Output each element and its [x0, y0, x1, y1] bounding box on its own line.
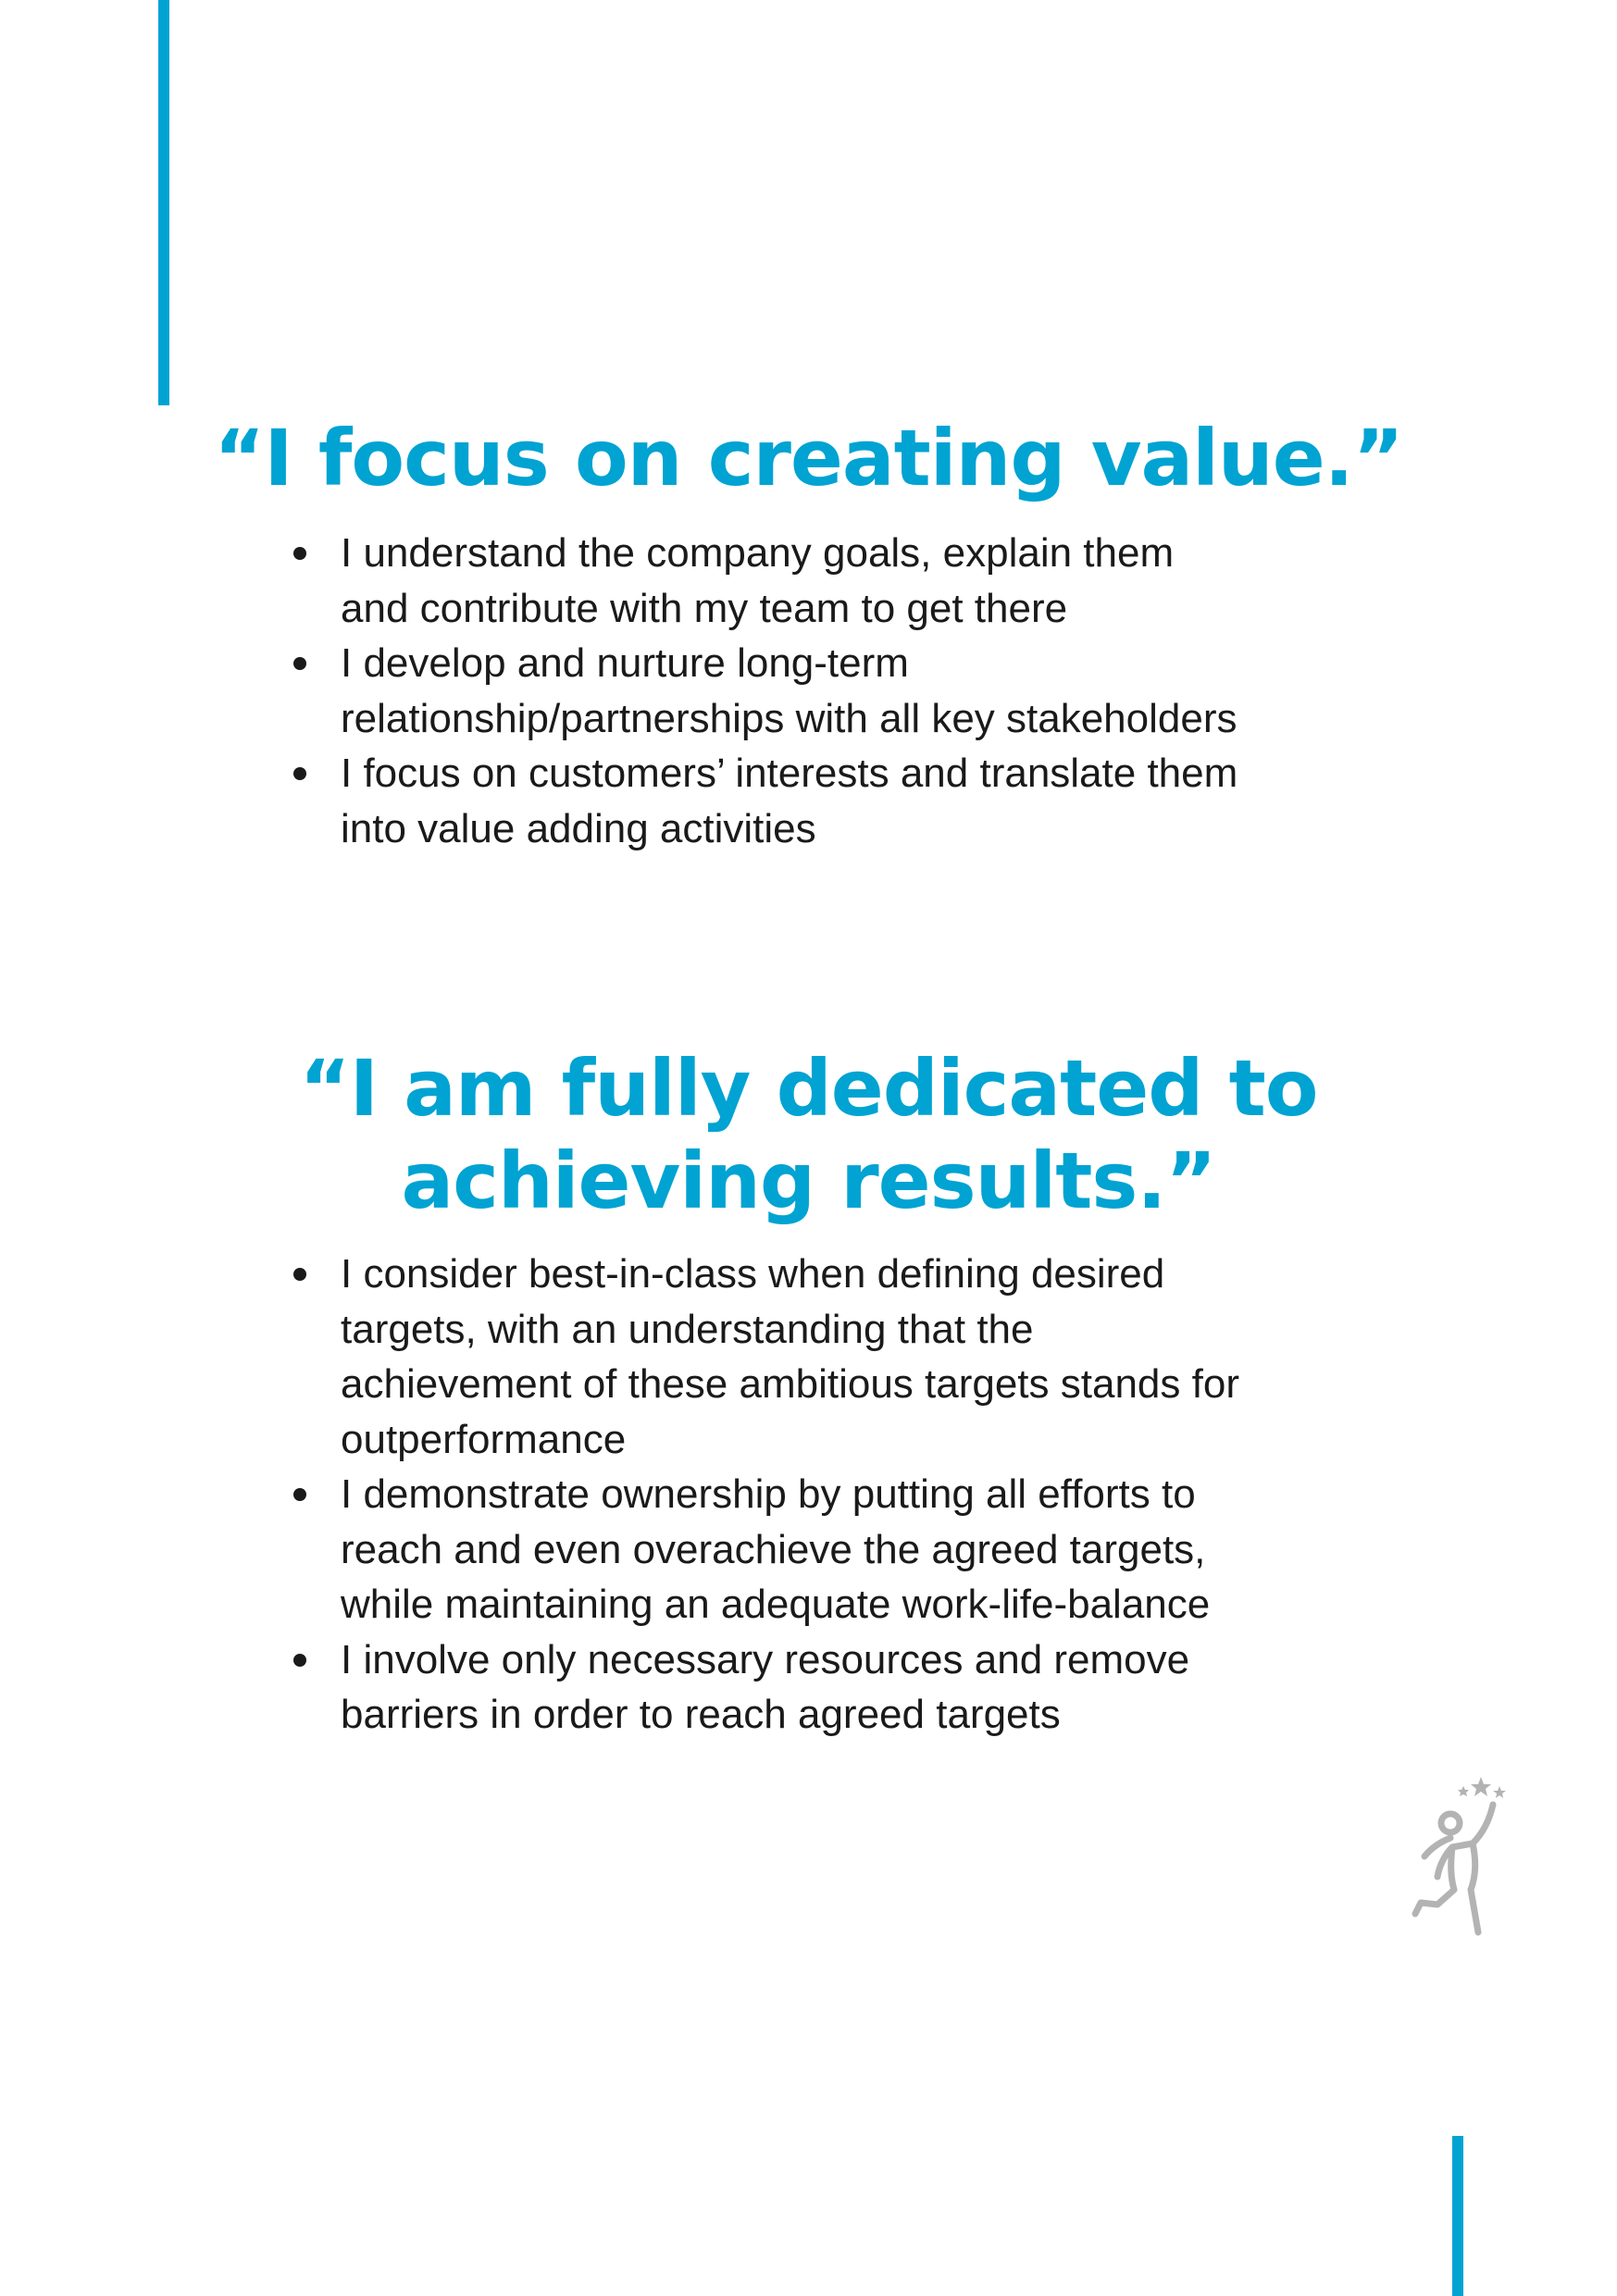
section-1-heading: “I focus on creating value.”: [214, 413, 1403, 503]
bullet-dot: [293, 1488, 306, 1501]
list-item: [290, 526, 1382, 636]
bullet-dot: [293, 767, 306, 780]
list-item: [290, 746, 1382, 856]
reaching-for-stars-icon: [1393, 1775, 1513, 1946]
accent-bar-bottom: [1452, 2136, 1463, 2296]
bullet-text: I consider best-in-class when defining desired targets, with an understanding that the achievement of these ambitious targets stands for outperformance: [341, 1251, 1239, 1462]
bullet-text: I understand the company goals, explain them and contribute with my team to get there: [341, 530, 1175, 631]
list-item: [290, 636, 1382, 746]
list-item: [290, 1247, 1382, 1467]
accent-bar-top: [158, 0, 169, 405]
bullet-dot: [293, 657, 306, 670]
bullet-dot: [293, 1654, 306, 1667]
list-item: [290, 1467, 1382, 1632]
section-2-heading-line-2: achieving results.”: [401, 1136, 1216, 1226]
list-item: [290, 1632, 1382, 1743]
section-1-bullet-list: [290, 526, 1382, 856]
section-2-heading: [0, 1042, 1617, 1227]
section-2-bullet-list: [290, 1247, 1382, 1743]
bullet-text: I demonstrate ownership by putting all efforts to reach and even overachieve the agreed targets, while maintaining an adequate work-life-balance: [341, 1471, 1211, 1627]
bullet-dot: [293, 1268, 306, 1281]
bullet-text: I develop and nurture long-term relationship/partnerships with all key stakeholders: [341, 640, 1238, 741]
bullet-dot: [293, 547, 306, 560]
bullet-text: I involve only necessary resources and remove barriers in order to reach agreed targets: [341, 1636, 1190, 1737]
section-2-heading-line-1: “I am fully dedicated to: [299, 1043, 1318, 1134]
bullet-text: I focus on customers’ interests and translate them into value adding activities: [341, 751, 1238, 851]
